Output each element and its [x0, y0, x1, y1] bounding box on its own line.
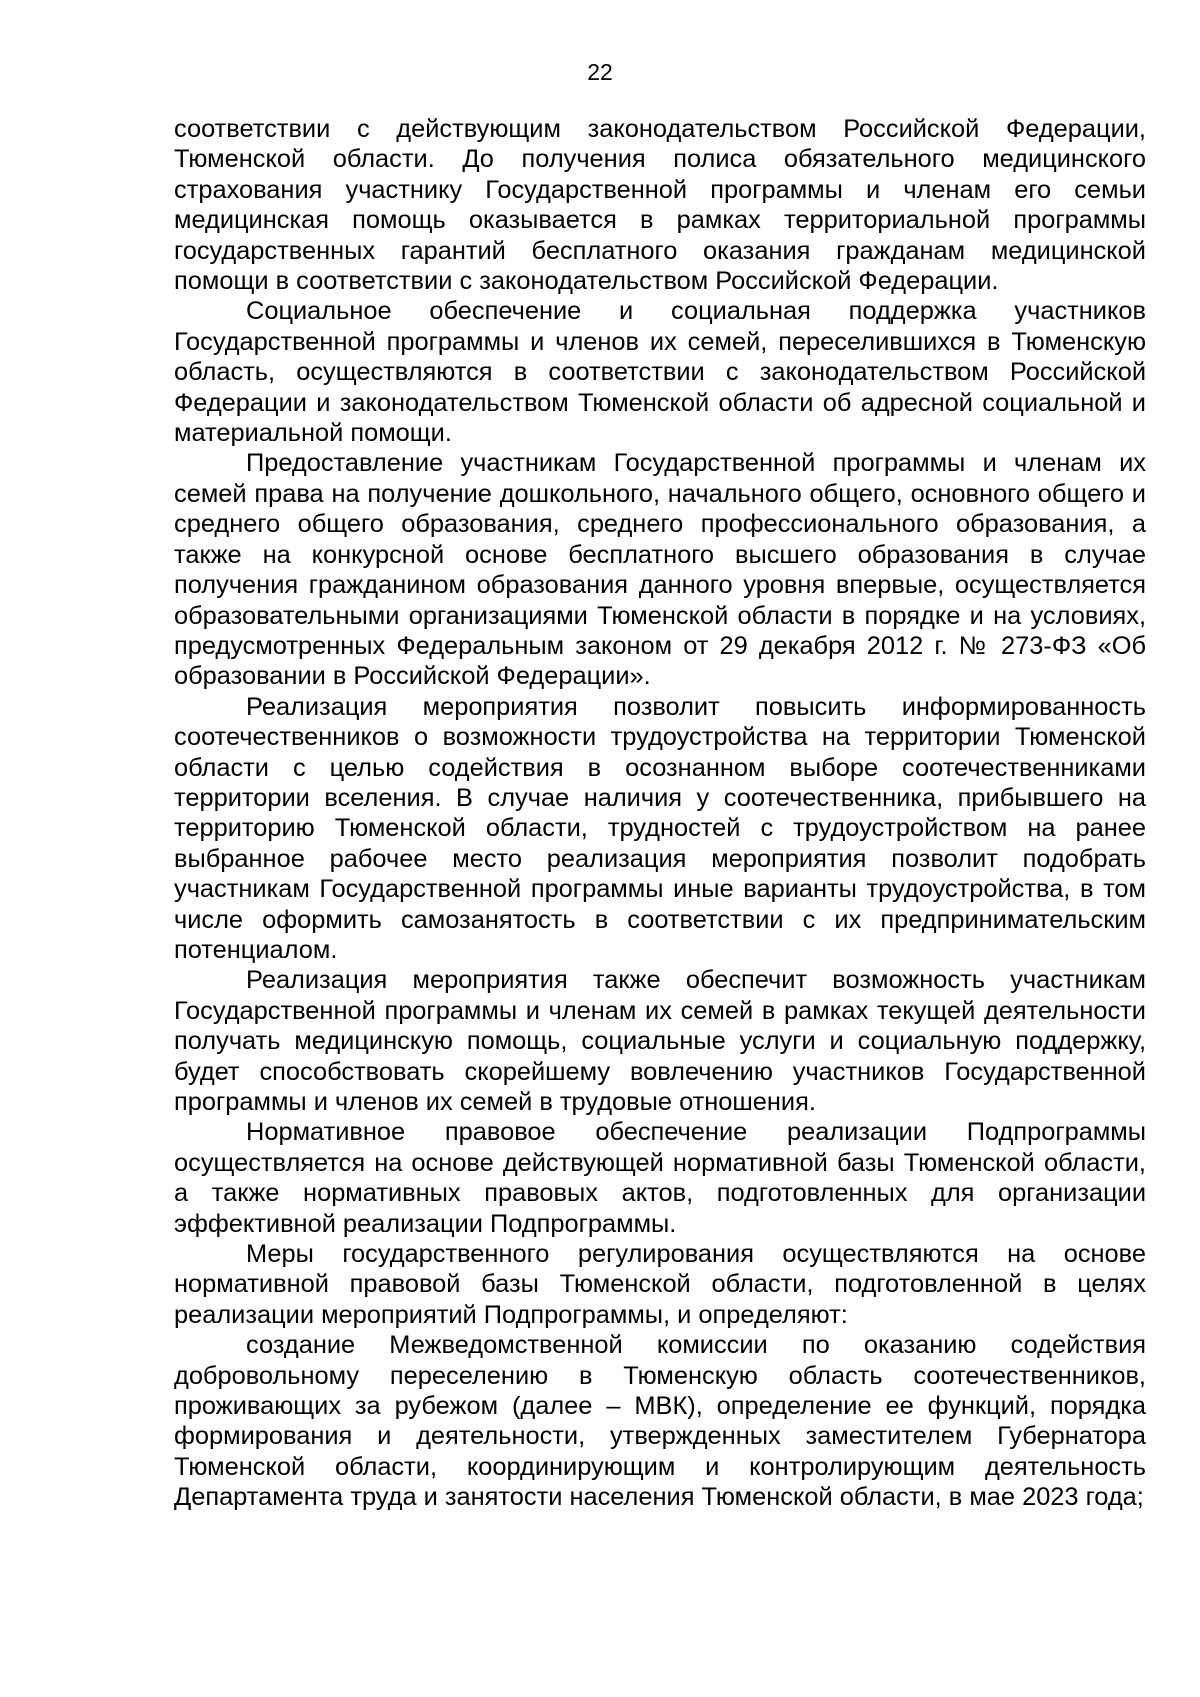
paragraph-commission-creation: создание Межведомственной комиссии по оказанию содействия добровольному переселению в Тюменскую область соотечественников, проживающих за рубежом (далее – МВК), определение ее функций, порядка формирования и деятельности, утвержденных заместителем Губернатора Тюменской области, координирующим и контролирующим деятельность Департамента труда и занятости населения Тюменской области, в мае 2023 года; — [174, 1331, 1146, 1512]
paragraph-social-support: Социальное обеспечение и социальная поддержка участников Государственной программы и членов их семей, переселившихся в Тюменскую область, осуществляются в соответствии с законодательством Российской Федерации и законодательством Тюменской области об адресной социальной и материальной помощи. — [174, 297, 1146, 448]
paragraph-employment-information: Реализация мероприятия позволит повысить информированность соотечественников о возможности трудоустройства на территории Тюменской области с целью содействия в осознанном выборе соотечественниками территории вселения. В случае наличия у соотечественника, прибывшего на территорию Тюменской области, трудностей с трудоустройством на ранее выбранное рабочее место реализация мероприятия позволит подобрать участникам Государственной программы иные варианты трудоустройства, в том числе оформить самозанятость в соответствии с их предпринимательским потенциалом. — [174, 692, 1146, 964]
paragraph-medical-insurance: соответствии с действующим законодательством Российской Федерации, Тюменской области. До получения полиса обязательного медицинского страхования участнику Государственной программы и членам его семьи медицинская помощь оказывается в рамках территориальной программы государственных гарантий бесплатного оказания гражданам медицинской помощи в соответствии с законодательством Российской Федерации. — [174, 115, 1146, 296]
page-number: 22 — [587, 59, 613, 85]
paragraph-education: Предоставление участникам Государственной программы и членам их семей права на получение дошкольного, начального общего, основного общего и среднего общего образования, среднего профессионального образования, а также на конкурсной основе бесплатного высшего образования в случае получения гражданином образования данного уровня впервые, осуществляется образовательными организациями Тюменской области в порядке и на условиях, предусмотренных Федеральным законом от 29 декабря 2012 г. № 273-ФЗ «Об образовании в Российской Федерации». — [174, 449, 1146, 691]
paragraph-state-regulation: Меры государственного регулирования осуществляются на основе нормативной правовой базы Тюменской области, подготовленной в целях реализации мероприятий Подпрограммы, и определяют: — [174, 1240, 1146, 1329]
paragraph-services-access: Реализация мероприятия также обеспечит возможность участникам Государственной программы и членам их семей в рамках текущей деятельности получать медицинскую помощь, социальные услуги и социальную поддержку, будет способствовать скорейшему вовлечению участников Государственной программы и членов их семей в трудовые отношения. — [174, 966, 1146, 1116]
paragraph-regulatory-support: Нормативное правовое обеспечение реализации Подпрограммы осуществляется на основе действующей нормативной базы Тюменской области, а также нормативных правовых актов, подготовленных для организации эффективной реализации Подпрограммы. — [174, 1118, 1146, 1238]
document-body — [174, 114, 1146, 1513]
